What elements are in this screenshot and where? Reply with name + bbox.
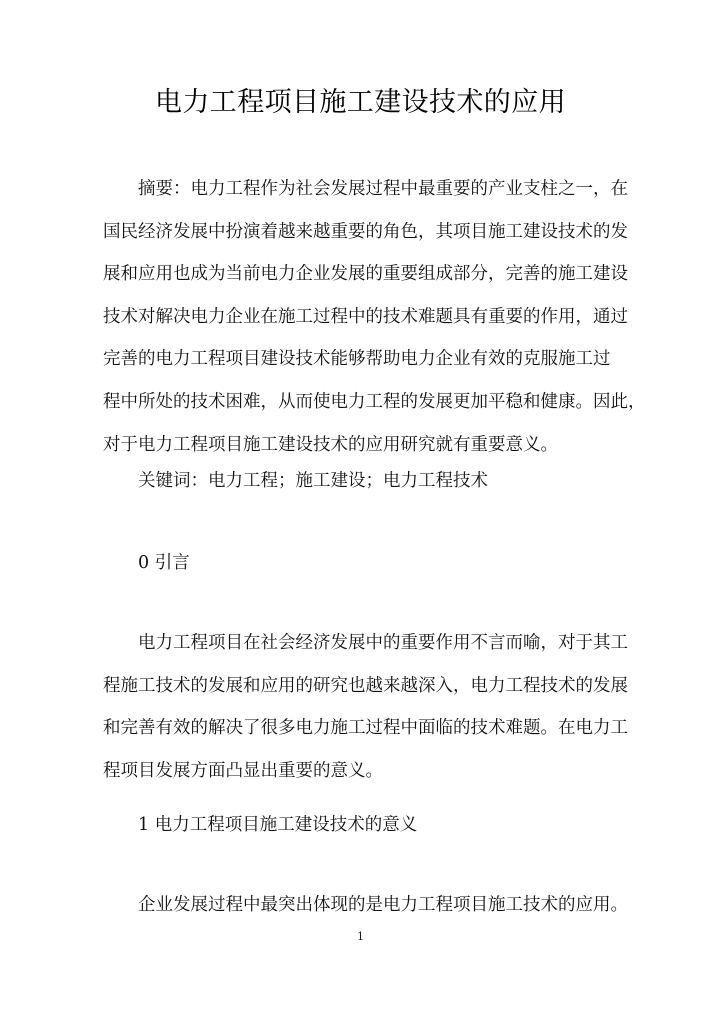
abstract-line: 摘要：电力工程作为社会发展过程中最重要的产业支柱之一，在 [138, 179, 628, 199]
abstract-line: 国民经济发展中扮演着越来越重要的角色，其项目施工建设技术的发 [103, 221, 628, 242]
page-number: 1 [357, 930, 364, 943]
section-1-line: 企业发展过程中最突出体现的是电力工程项目施工技术的应用。 [138, 895, 628, 915]
keywords-line: 关键词：电力工程；施工建设；电力工程技术 [138, 471, 488, 491]
abstract-line: 技术对解决电力企业在施工过程中的技术难题具有重要的作用，通过 [103, 306, 628, 327]
intro-line: 程项目发展方面凸显出重要的意义。 [103, 760, 383, 781]
abstract-paragraph [103, 168, 646, 466]
abstract-line: 完善的电力工程项目建设技术能够帮助电力企业有效的克服施工过 [103, 349, 611, 370]
abstract-line: 程中所处的技术困难，从而使电力工程的发展更加平稳和健康。因此， [103, 391, 646, 412]
abstract-line: 对于电力工程项目施工建设技术的应用研究就有重要意义。 [103, 434, 558, 455]
section-heading-0: 0 引言 [138, 553, 190, 573]
section-1-paragraph [103, 884, 628, 927]
intro-line: 电力工程项目在社会经济发展中的重要作用不言而喻，对于其工 [138, 633, 628, 653]
intro-line: 和完善有效的解决了很多电力施工过程中面临的技术难题。在电力工 [103, 718, 628, 739]
intro-line: 程施工技术的发展和应用的研究也越来越深入，电力工程技术的发展 [103, 675, 628, 696]
section-heading-1: 1 电力工程项目施工建设技术的意义 [138, 815, 418, 835]
page-title: 电力工程项目施工建设技术的应用 [155, 87, 566, 118]
introduction-paragraph [103, 622, 628, 792]
abstract-line: 展和应用也成为当前电力企业发展的重要组成部分，完善的施工建设 [103, 264, 628, 285]
